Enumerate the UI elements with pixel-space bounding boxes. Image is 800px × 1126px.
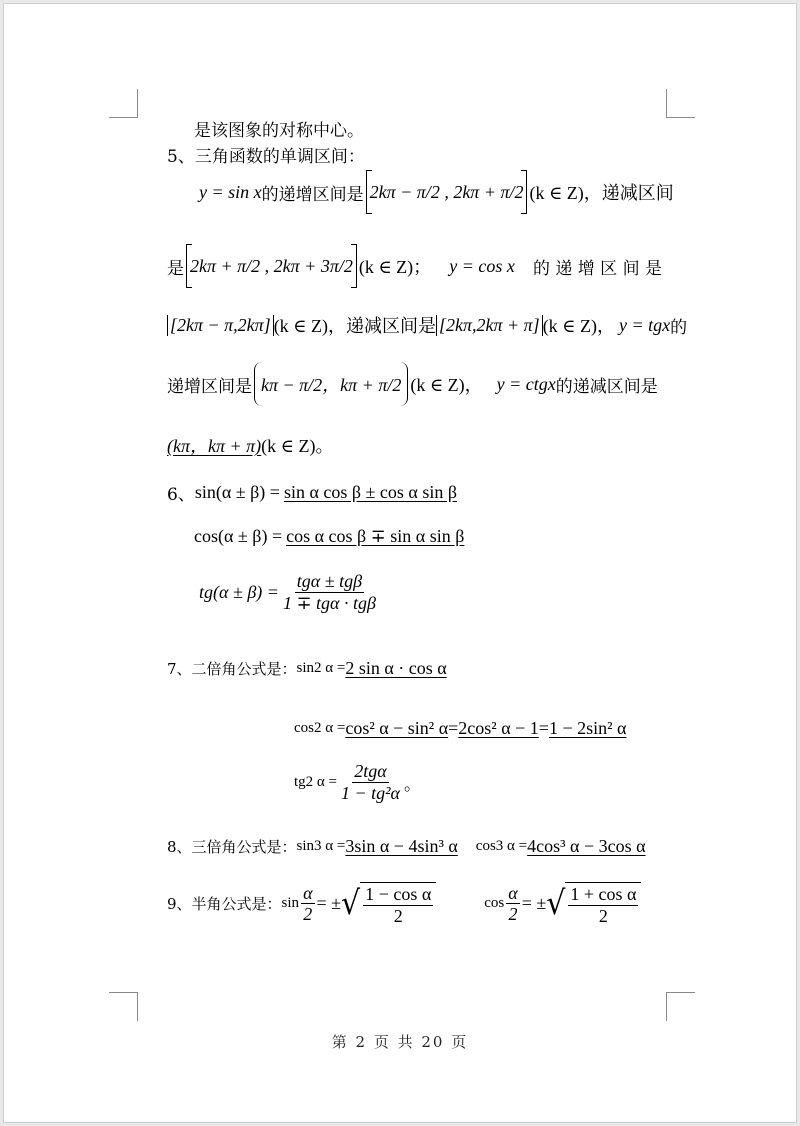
k-in-z-2: (k ∈ Z)， [542,316,615,336]
tg-sum-numerator: tgα ± tgβ [296,571,363,591]
cos3a-lhs: cos3 α = [475,838,528,854]
line-1-text: 是该图象的对称中心。 [194,121,364,141]
text-line-1 [194,116,364,141]
cos2a-form-1: cos² α − sin² α [345,718,449,738]
tg2a-lhs: tg2 α = [294,773,337,790]
crop-mark-bottom-right [666,992,695,1021]
two-denominator-2: 2 [508,904,518,925]
ctg-decreasing-label: 的递减区间是 [555,376,658,397]
section-5-title: 5、三角函数的单调区间： [167,147,365,167]
tg-interval-line [167,362,658,406]
k-in-z-3: (k ∈ Z)， [410,375,483,395]
sin-half-numerator: 1 − cos α [365,884,432,904]
sin-decreasing-line [167,244,662,288]
sin2a-lhs: sin2 α = [296,660,346,676]
k-in-z: (k ∈ Z)； [358,257,432,277]
tg2a-numerator: 2tgα [354,761,387,781]
increasing-interval-label: 的递增区间是 [261,184,364,205]
cos2a-lhs: cos2 α = [294,720,346,736]
two-denominator: 2 [303,904,313,925]
cos-sum-rhs: cos α cos β ∓ sin α sin β [286,526,465,546]
sin-half-sqrt [341,882,436,926]
cos-decreasing-interval: [2kπ,2kπ + π] [436,315,543,336]
cos2a-form-2: 2cos² α − 1 [458,718,539,738]
sin-decreasing-interval: 2kπ + π/2 , 2kπ + 3π/2 [186,244,357,288]
sin-half-denominator: 2 [393,905,403,926]
of-label: 的 [670,317,688,338]
section-6-number: 6、 [167,485,195,505]
cos3a-rhs: 4cos³ α − 3cos α [527,836,646,856]
sin-label: sin [281,895,300,912]
tg-sum-formula [199,572,380,613]
half-angle-line [167,882,641,926]
ctg-interval-line [167,432,333,458]
tg2a-denominator: 1 − tg²α [341,782,400,803]
is-label: 是 [167,258,184,279]
sin3a-rhs: 3sin α − 4sin³ α [345,836,458,856]
section-8-title: 8、三倍角公式是： [167,838,297,856]
double-angle-tg [294,762,421,803]
page-footer: 第 2 页 共 20 页 [331,1033,469,1051]
k-in-z-4: (k ∈ Z)。 [261,436,334,456]
alpha-half-fraction [301,884,314,925]
section-9-title: 9、半角公式是： [167,895,282,914]
crop-mark-top-left [109,89,138,118]
cos2a-form-3: 1 − 2sin² α [548,718,627,738]
period: 。 [404,774,421,795]
ctg-decreasing-interval: (kπ，kπ + π) [167,436,262,456]
alpha-numerator: α [303,882,313,903]
cos-half-sqrt [546,882,641,926]
cos-half-denominator: 2 [598,905,608,926]
double-angle-cos: cos2 α = cos² α − sin² α = 2cos² α − 1 = 1 − 2sin² α [294,718,627,738]
sin3a-lhs: sin3 α = [296,838,346,854]
sin-sum-lhs: sin(α ± β) = [194,482,280,502]
double-angle-sin [167,658,447,679]
tg-increasing-label: 递增区间是 [167,376,252,397]
tg-increasing-interval: kπ − π/2，kπ + π/2 [254,362,408,406]
triple-angle-line [167,836,646,857]
ctg-function: y = ctgx [496,373,556,394]
tg-sum-denominator: 1 ∓ tgα · tgβ [282,592,376,613]
crop-mark-bottom-left [109,992,138,1021]
tg-sum-fraction [281,572,378,613]
cos-interval-line [167,312,687,338]
alpha-numerator-2: α [508,882,518,903]
plus-minus: = ± [316,893,342,914]
cos-label: cos [484,895,505,912]
sin-monotonic-line [199,170,674,214]
cos-increasing-interval: [2kπ − π,2kπ] [167,315,274,336]
section-7-title: 7、二倍角公式是： [167,660,297,678]
sqrt-sign: √ [341,884,361,923]
cos-increasing-label: 的 递 增 区 间 是 [532,258,662,279]
cos-sum-lhs: cos(α ± β) = [194,526,283,546]
sqrt-sign-2: √ [546,884,566,923]
sin-increasing-interval: 2kπ − π/2 , 2kπ + π/2 [366,170,528,214]
sin2a-rhs: 2 sin α · cos α [345,658,447,678]
plus-minus-2: = ± [521,893,547,914]
crop-mark-top-right [666,89,695,118]
tg-sum-lhs: tg(α ± β) = [199,581,279,602]
sin-decreasing-label: (k ∈ Z)，递减区间 [529,183,674,203]
tg-function: y = tgx [619,314,671,335]
cos-half-numerator: 1 + cos α [570,884,637,904]
cos-function: y = cos x [449,255,515,276]
cos-sum-formula [194,526,464,547]
alpha-half-fraction-2 [506,884,519,925]
sin-sum-rhs: sin α cos β ± cos α sin β [283,482,458,502]
section-5-heading [167,142,365,167]
document-page [3,3,797,1123]
cos-decreasing-label: (k ∈ Z)，递减区间是 [273,316,436,336]
sin-sum-formula [167,480,457,505]
sin-function: y = sin x [199,181,262,202]
tg2a-fraction [339,762,402,803]
